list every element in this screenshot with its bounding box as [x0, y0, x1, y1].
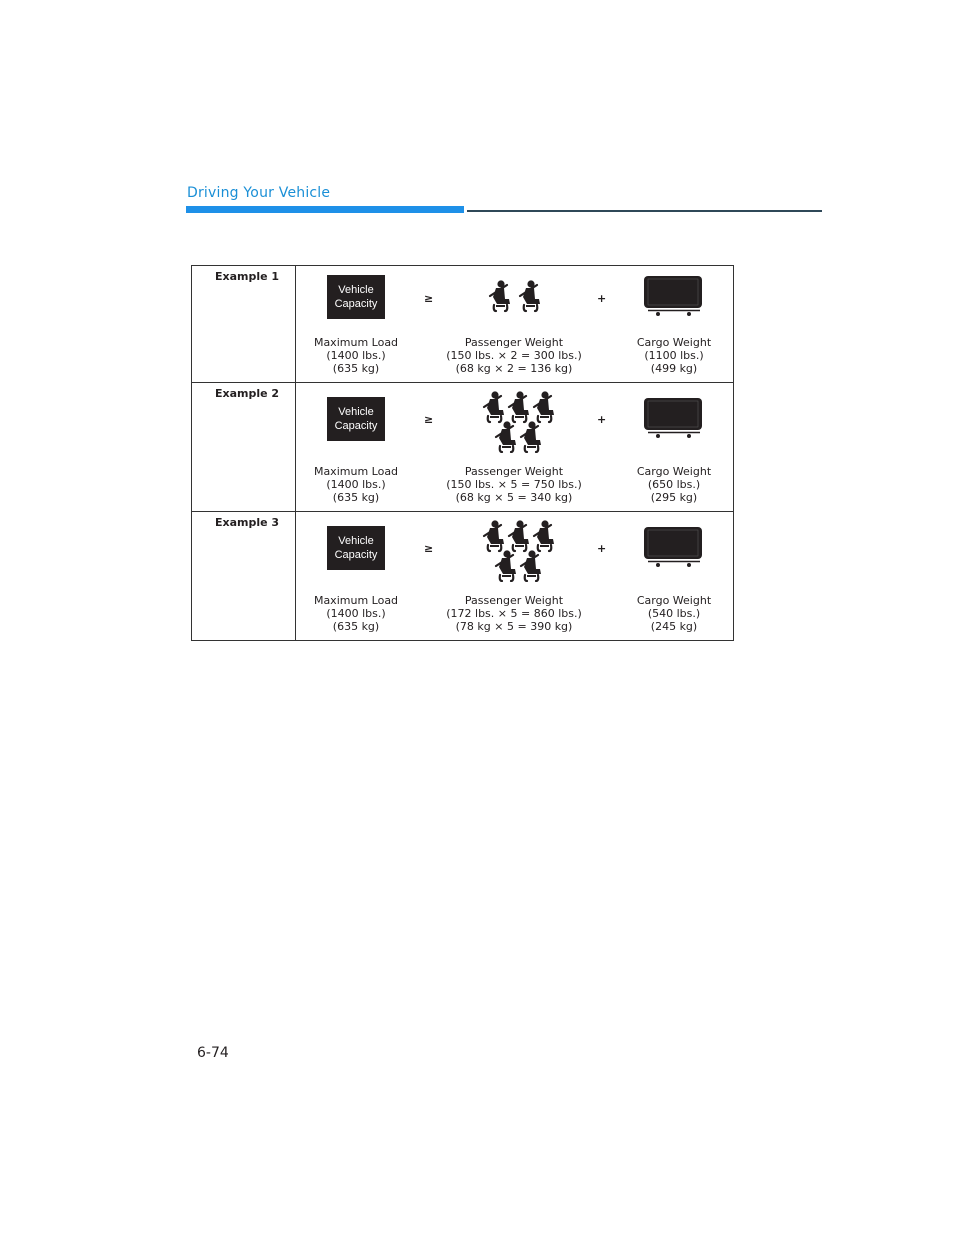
passenger-icons	[481, 391, 561, 457]
passenger-weight-caption	[444, 465, 584, 504]
vehicle-capacity-line: Vehicle	[338, 284, 374, 296]
caption-line: Passenger Weight	[464, 594, 564, 607]
caption-line: (1100 lbs.)	[644, 349, 704, 362]
caption-line: (245 kg)	[650, 620, 698, 633]
vehicle-capacity-line: Vehicle	[338, 406, 374, 418]
caption-line: (68 kg × 2 = 136 kg)	[455, 362, 573, 375]
greater-equal-symbol: ≥	[424, 542, 434, 555]
vehicle-capacity-icon	[327, 275, 385, 319]
load-examples-table	[191, 265, 734, 641]
caption-line: (295 kg)	[650, 491, 698, 504]
cargo-icon	[643, 397, 705, 443]
caption-line: (635 kg)	[332, 620, 380, 633]
seatbelt-passenger-icon	[509, 391, 529, 422]
seatbelt-passenger-icon	[534, 520, 554, 551]
cargo-icon	[643, 526, 705, 572]
section-title: Driving Your Vehicle	[187, 185, 331, 201]
caption-line: (150 lbs. × 2 = 300 lbs.)	[446, 349, 582, 362]
vehicle-capacity-line: Capacity	[334, 298, 378, 310]
vehicle-capacity-line: Capacity	[334, 420, 378, 432]
example-row	[192, 266, 734, 383]
passenger-icons	[481, 520, 561, 586]
example-label-cell	[192, 383, 296, 512]
passenger-weight-caption	[444, 336, 584, 375]
example-label: Example 1	[215, 270, 280, 283]
example-content-cell	[296, 512, 734, 641]
example-label-cell	[192, 266, 296, 383]
example-row	[192, 512, 734, 641]
example-diagram	[296, 512, 733, 640]
cargo-icon	[643, 275, 705, 321]
header-divider-line	[467, 210, 822, 212]
seatbelt-passenger-icon	[484, 391, 504, 422]
vehicle-capacity-line: Capacity	[334, 549, 378, 561]
caption-line: (1400 lbs.)	[326, 478, 386, 491]
example-label: Example 2	[215, 387, 280, 400]
max-load-caption	[296, 336, 416, 375]
seatbelt-passenger-icon	[520, 280, 540, 311]
vehicle-capacity-icon	[327, 526, 385, 570]
seatbelt-passenger-icon	[484, 520, 504, 551]
greater-equal-symbol: ≥	[424, 292, 434, 305]
caption-line: (635 kg)	[332, 491, 380, 504]
caption-line: (1400 lbs.)	[326, 349, 386, 362]
caption-line: (172 lbs. × 5 = 860 lbs.)	[446, 607, 582, 620]
cargo-weight-caption	[626, 336, 722, 375]
cargo-weight-caption	[626, 465, 722, 504]
caption-line: Cargo Weight	[636, 336, 712, 349]
passenger-weight-caption	[444, 594, 584, 633]
plus-symbol: +	[597, 413, 607, 426]
seatbelt-passenger-icon	[521, 421, 541, 452]
example-content-cell	[296, 383, 734, 512]
vehicle-capacity-icon	[327, 397, 385, 441]
caption-line: Maximum Load	[313, 594, 399, 607]
caption-line: (78 kg × 5 = 390 kg)	[455, 620, 573, 633]
seatbelt-passenger-icon	[496, 550, 516, 581]
caption-line: Maximum Load	[313, 336, 399, 349]
max-load-caption	[296, 594, 416, 633]
caption-line: Passenger Weight	[464, 465, 564, 478]
caption-line: (68 kg × 5 = 340 kg)	[455, 491, 573, 504]
caption-line: (540 lbs.)	[647, 607, 701, 620]
caption-line: (635 kg)	[332, 362, 380, 375]
cargo-weight-caption	[626, 594, 722, 633]
example-label-cell	[192, 512, 296, 641]
plus-symbol: +	[597, 542, 607, 555]
caption-line: Passenger Weight	[464, 336, 564, 349]
caption-line: (1400 lbs.)	[326, 607, 386, 620]
caption-line: (150 lbs. × 5 = 750 lbs.)	[446, 478, 582, 491]
example-row	[192, 383, 734, 512]
seatbelt-passenger-icon	[534, 391, 554, 422]
max-load-caption	[296, 465, 416, 504]
greater-equal-symbol: ≥	[424, 413, 434, 426]
seatbelt-passenger-icon	[496, 421, 516, 452]
header-accent-bar	[186, 206, 464, 213]
page-number: 6-74	[197, 1045, 229, 1061]
example-content-cell	[296, 266, 734, 383]
example-label: Example 3	[215, 516, 280, 529]
passenger-icons	[487, 280, 547, 320]
example-diagram	[296, 266, 733, 382]
seatbelt-passenger-icon	[521, 550, 541, 581]
caption-line: (499 kg)	[650, 362, 698, 375]
caption-line: (650 lbs.)	[647, 478, 701, 491]
caption-line: Maximum Load	[313, 465, 399, 478]
plus-symbol: +	[597, 292, 607, 305]
seatbelt-passenger-icon	[490, 280, 510, 311]
caption-line: Cargo Weight	[636, 594, 712, 607]
caption-line: Cargo Weight	[636, 465, 712, 478]
vehicle-capacity-line: Vehicle	[338, 535, 374, 547]
seatbelt-passenger-icon	[509, 520, 529, 551]
example-diagram	[296, 383, 733, 511]
